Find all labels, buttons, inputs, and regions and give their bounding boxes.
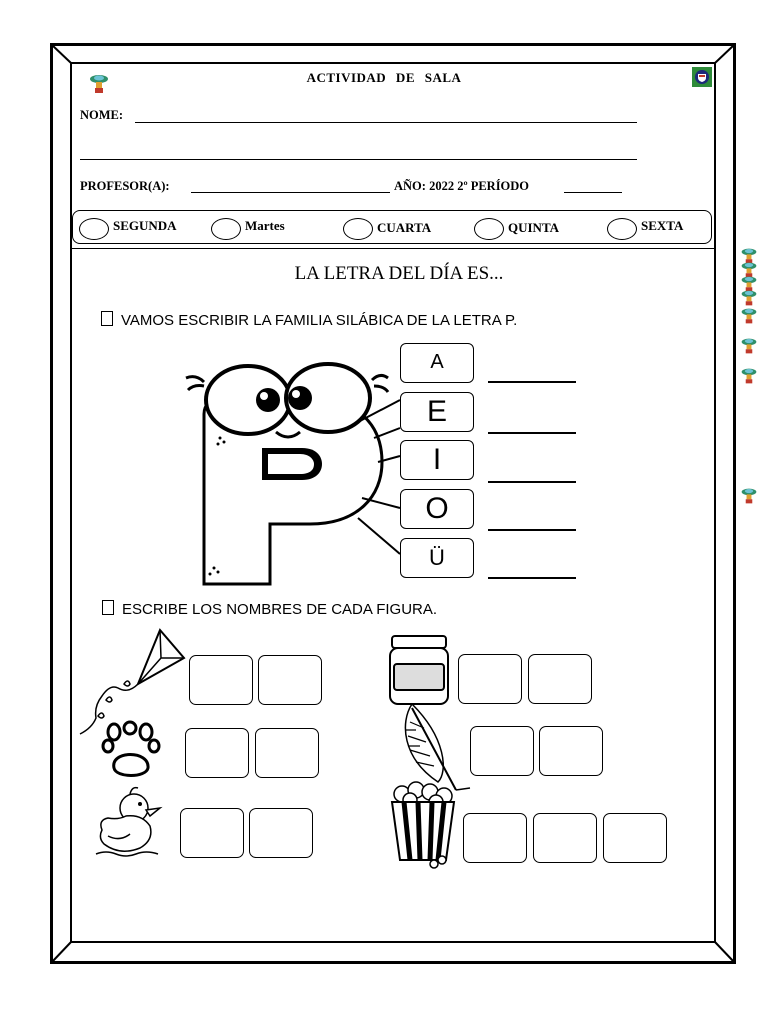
day-checkbox[interactable] — [211, 218, 241, 240]
profesor-label: PROFESOR(A): — [80, 179, 170, 193]
day-label: QUINTA — [508, 220, 560, 235]
day-label: CUARTA — [377, 220, 432, 235]
duck-icon — [94, 784, 164, 864]
letter-p-character — [182, 358, 402, 592]
vowel-box-u — [400, 538, 474, 578]
day-label: SEGUNDA — [113, 218, 177, 233]
answer-box[interactable] — [533, 813, 597, 863]
vowel-label: A — [430, 351, 444, 373]
letter-of-day-heading: LA LETRA DEL DÍA ES... — [294, 263, 504, 284]
bird-icon — [740, 336, 758, 356]
profesor-line[interactable] — [191, 192, 390, 193]
vowel-label: Ü — [429, 545, 445, 570]
writing-line[interactable] — [488, 481, 576, 483]
periodo-line[interactable] — [564, 192, 622, 193]
answer-box[interactable] — [180, 808, 244, 858]
vowel-label: I — [432, 443, 442, 476]
day-checkbox[interactable] — [79, 218, 109, 240]
day-label: Martes — [245, 218, 285, 233]
bird-icon — [740, 366, 758, 386]
nome-label: NOME: — [80, 108, 124, 122]
bird-icon — [740, 486, 758, 506]
vowel-box-i — [400, 440, 474, 480]
jar-icon — [388, 634, 450, 706]
answer-box[interactable] — [258, 655, 322, 705]
bullet-box-icon — [102, 600, 114, 615]
bird-icon — [740, 288, 758, 308]
instruction-name-figures — [102, 600, 437, 618]
answer-box[interactable] — [603, 813, 667, 863]
writing-line[interactable] — [488, 529, 576, 531]
answer-box[interactable] — [255, 728, 319, 778]
nome-line-2[interactable] — [80, 159, 637, 160]
vowel-box-a — [400, 343, 474, 383]
day-label: SEXTA — [641, 218, 684, 233]
vowel-box-o — [400, 489, 474, 529]
answer-box[interactable] — [463, 813, 527, 863]
instruction-text: ESCRIBE LOS NOMBRES DE CADA FIGURA. — [122, 601, 438, 618]
page-title: ACTIVIDAD DE SALA — [306, 70, 462, 85]
vowel-box-e — [400, 392, 474, 432]
bird-icon — [740, 306, 758, 326]
day-checkbox[interactable] — [343, 218, 373, 240]
writing-line[interactable] — [488, 432, 576, 434]
vowel-label: E — [426, 395, 447, 428]
answer-box[interactable] — [458, 654, 522, 704]
answer-box[interactable] — [528, 654, 592, 704]
popcorn-icon — [388, 780, 458, 868]
answer-box[interactable] — [539, 726, 603, 776]
answer-box[interactable] — [185, 728, 249, 778]
ano-periodo-label: AÑO: 2022 2º PERÍODO — [394, 179, 530, 193]
bullet-box-icon — [101, 311, 113, 326]
day-checkbox[interactable] — [607, 218, 637, 240]
paw-print-icon — [100, 722, 162, 780]
nome-line[interactable] — [135, 122, 637, 123]
answer-box[interactable] — [470, 726, 534, 776]
day-checkbox[interactable] — [474, 218, 504, 240]
instruction-text: VAMOS ESCRIBIR LA FAMILIA SILÁBICA DE LA LETRA P. — [121, 312, 518, 329]
answer-box[interactable] — [189, 655, 253, 705]
writing-line[interactable] — [488, 577, 576, 579]
header-divider — [72, 248, 714, 249]
answer-box[interactable] — [249, 808, 313, 858]
instruction-syllable-family — [101, 311, 517, 329]
vowel-label: O — [425, 492, 449, 525]
writing-line[interactable] — [488, 381, 576, 383]
